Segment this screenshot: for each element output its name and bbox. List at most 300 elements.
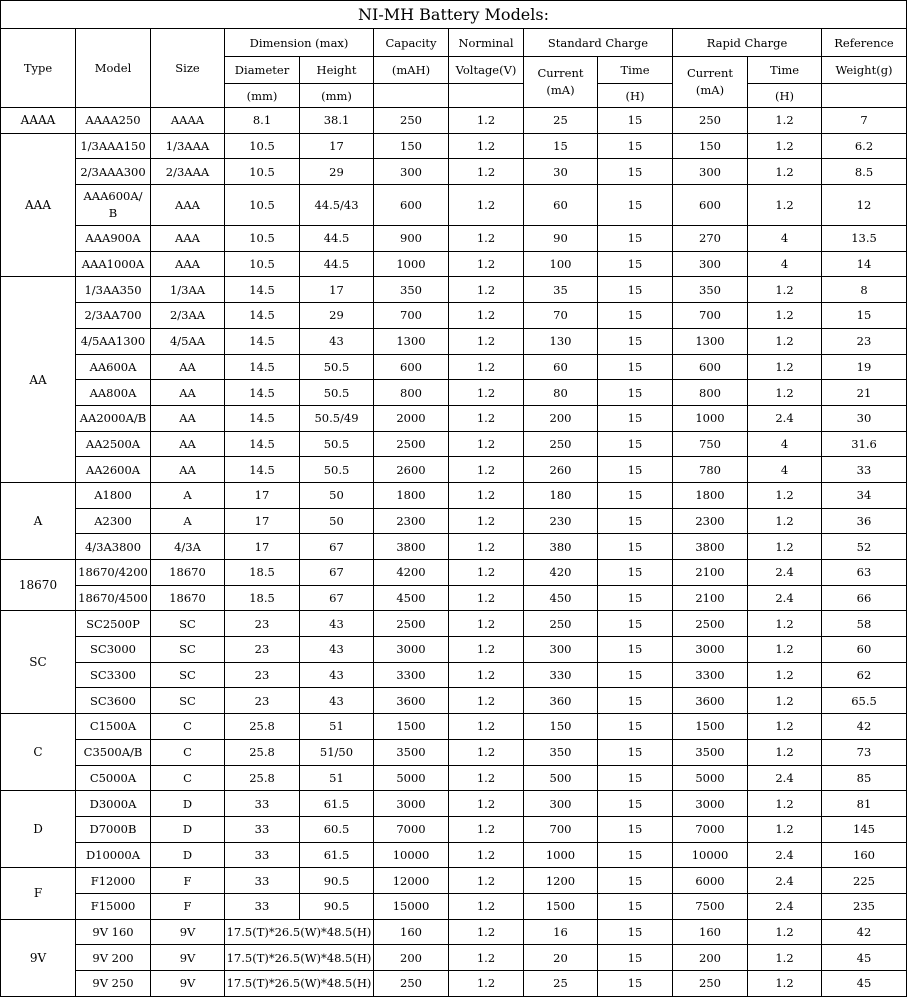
cell-std-current: 380 bbox=[524, 534, 598, 560]
header-std-current-unit: (mA) bbox=[546, 83, 575, 97]
cell-model: AAA600A/B bbox=[76, 185, 151, 226]
cell-height: 44.5/43 bbox=[300, 185, 374, 226]
cell-height: 51/50 bbox=[300, 739, 374, 765]
cell-diameter: 14.5 bbox=[225, 431, 300, 457]
cell-diameter: 23 bbox=[225, 688, 300, 714]
cell-voltage: 1.2 bbox=[449, 971, 524, 997]
cell-size: AAA bbox=[151, 251, 225, 277]
cell-model: 18670/4500 bbox=[76, 585, 151, 611]
type-cell: 18670 bbox=[1, 560, 76, 611]
cell-std-current: 1500 bbox=[524, 893, 598, 919]
type-cell: F bbox=[1, 868, 76, 919]
cell-capacity: 7000 bbox=[374, 816, 449, 842]
header-rapid-current-unit: (mA) bbox=[695, 83, 725, 97]
cell-rapid-current: 160 bbox=[673, 919, 748, 945]
cell-diameter: 18.5 bbox=[225, 585, 300, 611]
cell-rapid-current: 800 bbox=[673, 380, 748, 406]
cell-rapid-time: 1.2 bbox=[748, 185, 822, 226]
cell-capacity: 3000 bbox=[374, 637, 449, 663]
cell-diameter: 14.5 bbox=[225, 405, 300, 431]
cell-std-current: 700 bbox=[524, 816, 598, 842]
cell-rapid-current: 3000 bbox=[673, 637, 748, 663]
header-rapid-charge: Rapid Charge bbox=[673, 29, 822, 57]
cell-std-current: 450 bbox=[524, 585, 598, 611]
cell-capacity: 3800 bbox=[374, 534, 449, 560]
table-row bbox=[1, 303, 907, 329]
cell-diameter: 14.5 bbox=[225, 328, 300, 354]
table-row bbox=[1, 277, 907, 303]
cell-model: D7000B bbox=[76, 816, 151, 842]
cell-model: AAA900A bbox=[76, 226, 151, 252]
header-std-current-label: Current bbox=[537, 66, 584, 80]
cell-capacity: 1000 bbox=[374, 251, 449, 277]
cell-weight: 42 bbox=[822, 714, 907, 740]
table-row bbox=[1, 457, 907, 483]
cell-std-current: 90 bbox=[524, 226, 598, 252]
cell-rapid-current: 3500 bbox=[673, 739, 748, 765]
cell-weight: 81 bbox=[822, 791, 907, 817]
cell-size: F bbox=[151, 868, 225, 894]
cell-model: AA2600A bbox=[76, 457, 151, 483]
header-rapid-current bbox=[673, 57, 748, 108]
cell-std-time: 15 bbox=[598, 585, 673, 611]
cell-capacity: 2500 bbox=[374, 431, 449, 457]
cell-rapid-current: 600 bbox=[673, 185, 748, 226]
cell-weight: 12 bbox=[822, 185, 907, 226]
cell-size: AA bbox=[151, 431, 225, 457]
cell-diameter: 17 bbox=[225, 508, 300, 534]
header-voltage: Voltage(V) bbox=[449, 57, 524, 84]
cell-std-time: 15 bbox=[598, 945, 673, 971]
cell-voltage: 1.2 bbox=[449, 816, 524, 842]
cell-weight: 30 bbox=[822, 405, 907, 431]
cell-std-current: 360 bbox=[524, 688, 598, 714]
header-standard-charge: Standard Charge bbox=[524, 29, 673, 57]
table-row bbox=[1, 185, 907, 226]
header-rapid-time: Time bbox=[748, 57, 822, 84]
header-nominal: Norminal bbox=[449, 29, 524, 57]
table-row bbox=[1, 765, 907, 791]
cell-weight: 160 bbox=[822, 842, 907, 868]
cell-size: D bbox=[151, 816, 225, 842]
cell-voltage: 1.2 bbox=[449, 380, 524, 406]
cell-rapid-time: 1.2 bbox=[748, 919, 822, 945]
cell-rapid-current: 1500 bbox=[673, 714, 748, 740]
cell-size: AA bbox=[151, 405, 225, 431]
cell-capacity: 3600 bbox=[374, 688, 449, 714]
cell-capacity: 1300 bbox=[374, 328, 449, 354]
cell-weight: 60 bbox=[822, 637, 907, 663]
cell-size: A bbox=[151, 508, 225, 534]
cell-std-time: 15 bbox=[598, 185, 673, 226]
cell-model: SC3000 bbox=[76, 637, 151, 663]
cell-capacity: 160 bbox=[374, 919, 449, 945]
cell-capacity: 5000 bbox=[374, 765, 449, 791]
cell-capacity: 15000 bbox=[374, 893, 449, 919]
cell-std-time: 15 bbox=[598, 560, 673, 586]
header-capacity-unit: (mAH) bbox=[374, 57, 449, 84]
cell-rapid-time: 1.2 bbox=[748, 714, 822, 740]
cell-capacity: 900 bbox=[374, 226, 449, 252]
cell-std-current: 60 bbox=[524, 185, 598, 226]
cell-rapid-current: 1000 bbox=[673, 405, 748, 431]
cell-capacity: 200 bbox=[374, 945, 449, 971]
cell-voltage: 1.2 bbox=[449, 277, 524, 303]
cell-std-current: 500 bbox=[524, 765, 598, 791]
type-cell: AAA bbox=[1, 133, 76, 277]
cell-size: D bbox=[151, 842, 225, 868]
cell-rapid-current: 10000 bbox=[673, 842, 748, 868]
cell-rapid-current: 700 bbox=[673, 303, 748, 329]
cell-std-current: 25 bbox=[524, 108, 598, 134]
header-std-current bbox=[524, 57, 598, 108]
cell-rapid-time: 1.2 bbox=[748, 277, 822, 303]
header-model: Model bbox=[76, 29, 151, 108]
cell-capacity: 2300 bbox=[374, 508, 449, 534]
cell-model: 9V 160 bbox=[76, 919, 151, 945]
cell-weight: 85 bbox=[822, 765, 907, 791]
cell-model: AA2500A bbox=[76, 431, 151, 457]
cell-voltage: 1.2 bbox=[449, 328, 524, 354]
cell-model: SC2500P bbox=[76, 611, 151, 637]
cell-std-time: 15 bbox=[598, 971, 673, 997]
cell-rapid-time: 2.4 bbox=[748, 868, 822, 894]
cell-std-current: 250 bbox=[524, 611, 598, 637]
type-cell: AAAA bbox=[1, 108, 76, 134]
cell-voltage: 1.2 bbox=[449, 431, 524, 457]
cell-rapid-time: 1.2 bbox=[748, 611, 822, 637]
cell-std-current: 1200 bbox=[524, 868, 598, 894]
cell-std-time: 15 bbox=[598, 457, 673, 483]
table-row bbox=[1, 133, 907, 159]
cell-rapid-time: 1.2 bbox=[748, 159, 822, 185]
cell-weight: 225 bbox=[822, 868, 907, 894]
cell-voltage: 1.2 bbox=[449, 560, 524, 586]
cell-voltage: 1.2 bbox=[449, 405, 524, 431]
cell-diameter: 17.5(T)*26.5(W)*48.5(H) bbox=[225, 919, 374, 945]
table-row bbox=[1, 842, 907, 868]
cell-std-time: 15 bbox=[598, 159, 673, 185]
cell-weight: 8 bbox=[822, 277, 907, 303]
table-row bbox=[1, 816, 907, 842]
cell-std-time: 15 bbox=[598, 611, 673, 637]
cell-capacity: 4200 bbox=[374, 560, 449, 586]
cell-weight: 65.5 bbox=[822, 688, 907, 714]
cell-rapid-current: 780 bbox=[673, 457, 748, 483]
table-row bbox=[1, 919, 907, 945]
cell-voltage: 1.2 bbox=[449, 354, 524, 380]
header-std-time: Time bbox=[598, 57, 673, 84]
cell-height: 17 bbox=[300, 277, 374, 303]
cell-diameter: 10.5 bbox=[225, 185, 300, 226]
cell-rapid-time: 1.2 bbox=[748, 328, 822, 354]
type-cell: C bbox=[1, 714, 76, 791]
cell-rapid-time: 4 bbox=[748, 226, 822, 252]
cell-rapid-current: 5000 bbox=[673, 765, 748, 791]
cell-std-current: 35 bbox=[524, 277, 598, 303]
cell-std-time: 15 bbox=[598, 739, 673, 765]
cell-model: SC3300 bbox=[76, 662, 151, 688]
cell-rapid-time: 2.4 bbox=[748, 405, 822, 431]
cell-weight: 13.5 bbox=[822, 226, 907, 252]
cell-rapid-time: 4 bbox=[748, 457, 822, 483]
cell-height: 38.1 bbox=[300, 108, 374, 134]
cell-rapid-time: 2.4 bbox=[748, 765, 822, 791]
cell-std-current: 300 bbox=[524, 791, 598, 817]
cell-size: AA bbox=[151, 457, 225, 483]
cell-std-time: 15 bbox=[598, 791, 673, 817]
cell-capacity: 3500 bbox=[374, 739, 449, 765]
cell-size: SC bbox=[151, 637, 225, 663]
cell-std-time: 15 bbox=[598, 919, 673, 945]
cell-size: F bbox=[151, 893, 225, 919]
table-row bbox=[1, 662, 907, 688]
cell-std-current: 30 bbox=[524, 159, 598, 185]
cell-model: A2300 bbox=[76, 508, 151, 534]
cell-height: 61.5 bbox=[300, 791, 374, 817]
cell-capacity: 2000 bbox=[374, 405, 449, 431]
cell-model: C5000A bbox=[76, 765, 151, 791]
cell-std-current: 300 bbox=[524, 637, 598, 663]
cell-weight: 31.6 bbox=[822, 431, 907, 457]
cell-capacity: 300 bbox=[374, 159, 449, 185]
header-std-time-unit: (H) bbox=[598, 84, 673, 108]
cell-std-time: 15 bbox=[598, 893, 673, 919]
cell-weight: 36 bbox=[822, 508, 907, 534]
cell-size: AA bbox=[151, 380, 225, 406]
cell-std-current: 420 bbox=[524, 560, 598, 586]
cell-model: 2/3AAA300 bbox=[76, 159, 151, 185]
cell-weight: 62 bbox=[822, 662, 907, 688]
cell-diameter: 33 bbox=[225, 842, 300, 868]
table-row bbox=[1, 482, 907, 508]
cell-std-time: 15 bbox=[598, 688, 673, 714]
header-diameter: Diameter bbox=[225, 57, 300, 84]
cell-size: 2/3AA bbox=[151, 303, 225, 329]
cell-std-current: 150 bbox=[524, 714, 598, 740]
table-row bbox=[1, 791, 907, 817]
cell-std-current: 1000 bbox=[524, 842, 598, 868]
cell-rapid-time: 1.2 bbox=[748, 108, 822, 134]
cell-capacity: 1500 bbox=[374, 714, 449, 740]
cell-height: 50.5 bbox=[300, 354, 374, 380]
cell-voltage: 1.2 bbox=[449, 457, 524, 483]
cell-model: C3500A/B bbox=[76, 739, 151, 765]
cell-rapid-time: 1.2 bbox=[748, 354, 822, 380]
cell-rapid-current: 3600 bbox=[673, 688, 748, 714]
cell-size: 9V bbox=[151, 971, 225, 997]
cell-rapid-time: 1.2 bbox=[748, 739, 822, 765]
cell-diameter: 10.5 bbox=[225, 251, 300, 277]
cell-rapid-time: 1.2 bbox=[748, 534, 822, 560]
table-row bbox=[1, 534, 907, 560]
cell-height: 44.5 bbox=[300, 226, 374, 252]
cell-voltage: 1.2 bbox=[449, 108, 524, 134]
cell-std-time: 15 bbox=[598, 842, 673, 868]
cell-diameter: 14.5 bbox=[225, 277, 300, 303]
cell-size: 4/5AA bbox=[151, 328, 225, 354]
cell-std-time: 15 bbox=[598, 482, 673, 508]
cell-model: AA800A bbox=[76, 380, 151, 406]
cell-diameter: 25.8 bbox=[225, 765, 300, 791]
table-row bbox=[1, 585, 907, 611]
cell-rapid-current: 2100 bbox=[673, 560, 748, 586]
cell-rapid-current: 300 bbox=[673, 251, 748, 277]
cell-height: 29 bbox=[300, 303, 374, 329]
cell-weight: 45 bbox=[822, 971, 907, 997]
cell-model: A1800 bbox=[76, 482, 151, 508]
cell-rapid-current: 750 bbox=[673, 431, 748, 457]
cell-std-current: 70 bbox=[524, 303, 598, 329]
cell-std-time: 15 bbox=[598, 303, 673, 329]
cell-std-current: 20 bbox=[524, 945, 598, 971]
cell-rapid-time: 1.2 bbox=[748, 508, 822, 534]
cell-voltage: 1.2 bbox=[449, 159, 524, 185]
cell-capacity: 12000 bbox=[374, 868, 449, 894]
cell-rapid-time: 1.2 bbox=[748, 380, 822, 406]
type-cell: SC bbox=[1, 611, 76, 714]
cell-capacity: 350 bbox=[374, 277, 449, 303]
cell-diameter: 33 bbox=[225, 791, 300, 817]
table-row bbox=[1, 226, 907, 252]
table-row bbox=[1, 560, 907, 586]
header-capacity: Capacity bbox=[374, 29, 449, 57]
cell-capacity: 250 bbox=[374, 971, 449, 997]
cell-voltage: 1.2 bbox=[449, 662, 524, 688]
cell-size: SC bbox=[151, 611, 225, 637]
table-row bbox=[1, 251, 907, 277]
cell-weight: 8.5 bbox=[822, 159, 907, 185]
cell-std-current: 60 bbox=[524, 354, 598, 380]
cell-voltage: 1.2 bbox=[449, 482, 524, 508]
cell-size: C bbox=[151, 765, 225, 791]
cell-std-current: 80 bbox=[524, 380, 598, 406]
cell-std-time: 15 bbox=[598, 354, 673, 380]
cell-weight: 33 bbox=[822, 457, 907, 483]
cell-capacity: 3000 bbox=[374, 791, 449, 817]
cell-weight: 34 bbox=[822, 482, 907, 508]
cell-std-current: 16 bbox=[524, 919, 598, 945]
cell-size: SC bbox=[151, 662, 225, 688]
cell-weight: 19 bbox=[822, 354, 907, 380]
cell-rapid-time: 1.2 bbox=[748, 637, 822, 663]
cell-capacity: 2600 bbox=[374, 457, 449, 483]
cell-voltage: 1.2 bbox=[449, 303, 524, 329]
cell-size: 9V bbox=[151, 919, 225, 945]
cell-capacity: 3300 bbox=[374, 662, 449, 688]
cell-capacity: 150 bbox=[374, 133, 449, 159]
table-title: NI-MH Battery Models: bbox=[1, 1, 907, 29]
type-cell: D bbox=[1, 791, 76, 868]
cell-rapid-time: 1.2 bbox=[748, 816, 822, 842]
cell-rapid-time: 1.2 bbox=[748, 971, 822, 997]
cell-voltage: 1.2 bbox=[449, 688, 524, 714]
cell-std-time: 15 bbox=[598, 868, 673, 894]
cell-height: 50 bbox=[300, 482, 374, 508]
cell-diameter: 17 bbox=[225, 482, 300, 508]
cell-weight: 63 bbox=[822, 560, 907, 586]
cell-size: 1/3AA bbox=[151, 277, 225, 303]
cell-size: AAAA bbox=[151, 108, 225, 134]
cell-diameter: 10.5 bbox=[225, 226, 300, 252]
cell-size: D bbox=[151, 791, 225, 817]
cell-weight: 7 bbox=[822, 108, 907, 134]
cell-rapid-time: 1.2 bbox=[748, 662, 822, 688]
cell-std-current: 15 bbox=[524, 133, 598, 159]
cell-model: D10000A bbox=[76, 842, 151, 868]
cell-voltage: 1.2 bbox=[449, 714, 524, 740]
cell-model: F15000 bbox=[76, 893, 151, 919]
table-row bbox=[1, 714, 907, 740]
cell-height: 43 bbox=[300, 662, 374, 688]
type-cell: AA bbox=[1, 277, 76, 483]
table-row bbox=[1, 431, 907, 457]
cell-voltage: 1.2 bbox=[449, 765, 524, 791]
cell-rapid-current: 7500 bbox=[673, 893, 748, 919]
cell-model: AAAA250 bbox=[76, 108, 151, 134]
cell-std-time: 15 bbox=[598, 765, 673, 791]
cell-rapid-current: 250 bbox=[673, 971, 748, 997]
cell-diameter: 17.5(T)*26.5(W)*48.5(H) bbox=[225, 971, 374, 997]
cell-std-current: 130 bbox=[524, 328, 598, 354]
cell-std-current: 230 bbox=[524, 508, 598, 534]
header-diameter-unit: (mm) bbox=[225, 84, 300, 108]
cell-diameter: 23 bbox=[225, 611, 300, 637]
cell-rapid-current: 7000 bbox=[673, 816, 748, 842]
cell-height: 67 bbox=[300, 534, 374, 560]
cell-std-time: 15 bbox=[598, 405, 673, 431]
cell-rapid-time: 4 bbox=[748, 251, 822, 277]
table-row bbox=[1, 971, 907, 997]
cell-size: A bbox=[151, 482, 225, 508]
cell-voltage: 1.2 bbox=[449, 508, 524, 534]
cell-size: C bbox=[151, 714, 225, 740]
cell-size: C bbox=[151, 739, 225, 765]
cell-rapid-current: 150 bbox=[673, 133, 748, 159]
cell-std-time: 15 bbox=[598, 226, 673, 252]
cell-size: AA bbox=[151, 354, 225, 380]
cell-height: 67 bbox=[300, 585, 374, 611]
cell-diameter: 17.5(T)*26.5(W)*48.5(H) bbox=[225, 945, 374, 971]
cell-rapid-time: 2.4 bbox=[748, 585, 822, 611]
cell-voltage: 1.2 bbox=[449, 739, 524, 765]
cell-model: 4/3A3800 bbox=[76, 534, 151, 560]
cell-height: 43 bbox=[300, 328, 374, 354]
cell-rapid-current: 350 bbox=[673, 277, 748, 303]
table-row bbox=[1, 868, 907, 894]
cell-rapid-current: 2500 bbox=[673, 611, 748, 637]
cell-rapid-current: 2300 bbox=[673, 508, 748, 534]
cell-weight: 23 bbox=[822, 328, 907, 354]
cell-rapid-time: 1.2 bbox=[748, 303, 822, 329]
cell-diameter: 17 bbox=[225, 534, 300, 560]
cell-rapid-time: 1.2 bbox=[748, 688, 822, 714]
cell-height: 44.5 bbox=[300, 251, 374, 277]
cell-size: SC bbox=[151, 688, 225, 714]
cell-diameter: 14.5 bbox=[225, 303, 300, 329]
cell-size: 1/3AAA bbox=[151, 133, 225, 159]
header-type: Type bbox=[1, 29, 76, 108]
table-row bbox=[1, 108, 907, 134]
cell-voltage: 1.2 bbox=[449, 611, 524, 637]
cell-size: 9V bbox=[151, 945, 225, 971]
cell-capacity: 700 bbox=[374, 303, 449, 329]
table-row bbox=[1, 893, 907, 919]
cell-diameter: 10.5 bbox=[225, 159, 300, 185]
cell-model: C1500A bbox=[76, 714, 151, 740]
header-reference: Reference bbox=[822, 29, 907, 57]
cell-model: D3000A bbox=[76, 791, 151, 817]
